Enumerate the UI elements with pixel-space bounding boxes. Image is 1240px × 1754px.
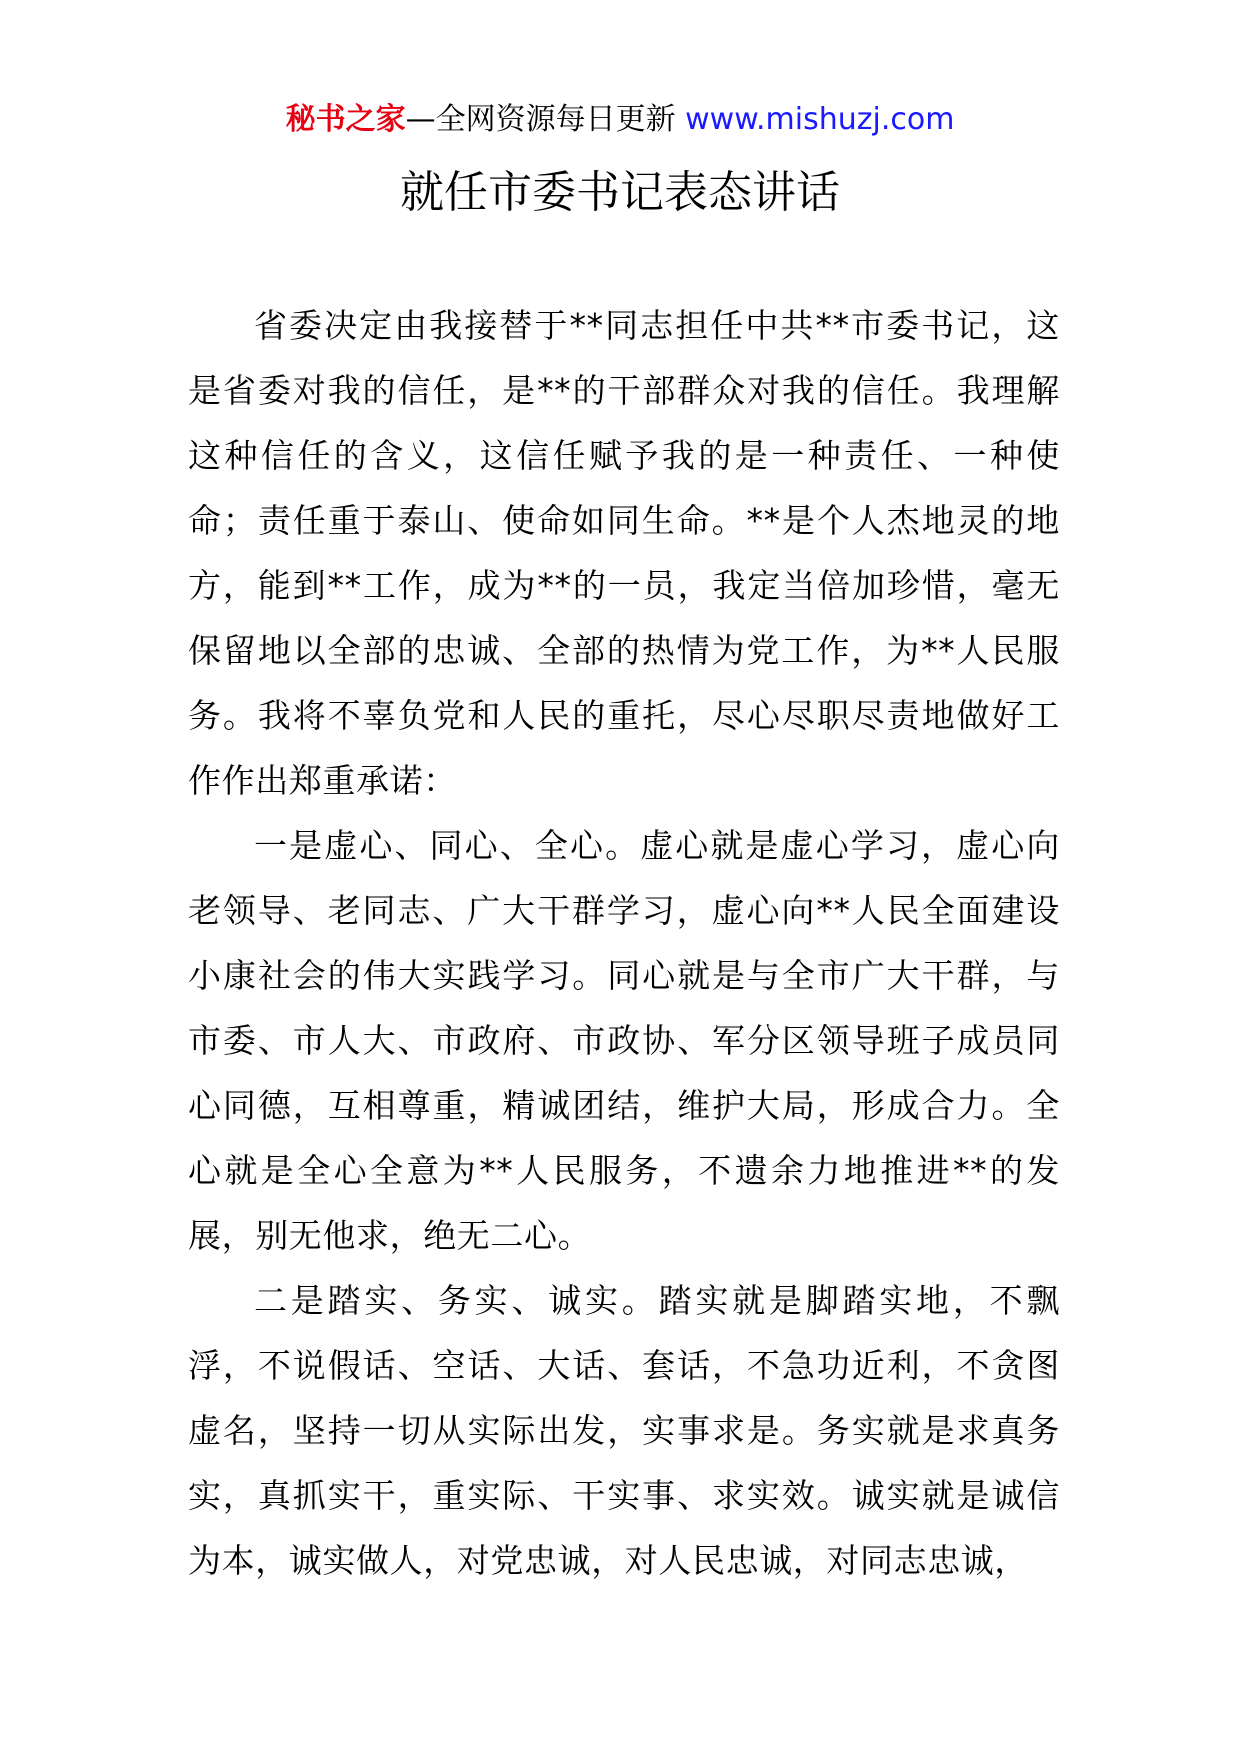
paragraph-point-one: 一是虚心、同心、全心。虚心就是虚心学习，虚心向老领导、老同志、广大干群学习，虚心向**人民全面建设小康社会的伟大实践学习。同心就是与全市广大干群，与市委、市人大、市政府、市政协、军分区领导班子成员同心同德，互相尊重，精诚团结，维护大局，形成合力。全心就是全心全意为**人民服务，不遗余力地推进**的发展，别无他求，绝无二心。 xyxy=(188,826,1060,1255)
document-body xyxy=(188,293,1060,1593)
paragraph-point-two: 二是踏实、务实、诚实。踏实就是脚踏实地，不飘浮，不说假话、空话、大话、套话，不急功近利，不贪图虚名，坚持一切从实际出发，实事求是。务实就是求真务实，真抓实干，重实际、干实事、求实效。诚实就是诚信为本，诚实做人，对党忠诚，对人民忠诚，对同志忠诚， xyxy=(188,1281,1060,1580)
header-tagline: —全网资源每日更新 xyxy=(405,102,676,137)
site-link[interactable]: www.mishuzj.com xyxy=(685,102,955,137)
brand-name: 秘书之家 xyxy=(285,102,406,137)
document-title: 就任市委书记表态讲话 xyxy=(400,167,840,218)
paragraph-intro: 省委决定由我接替于**同志担任中共**市委书记，这是省委对我的信任，是**的干部群众对我的信任。我理解这种信任的含义，这信任赋予我的是一种责任、一种使命；责任重于泰山、使命如同生命。**是个人杰地灵的地方，能到**工作，成为**的一员，我定当倍加珍惜，毫无保留地以全部的忠诚、全部的热情为党工作，为**人民服务。我将不辜负党和人民的重托，尽心尽职尽责地做好工作作出郑重承诺： xyxy=(188,306,1060,800)
site-header xyxy=(0,100,1240,140)
